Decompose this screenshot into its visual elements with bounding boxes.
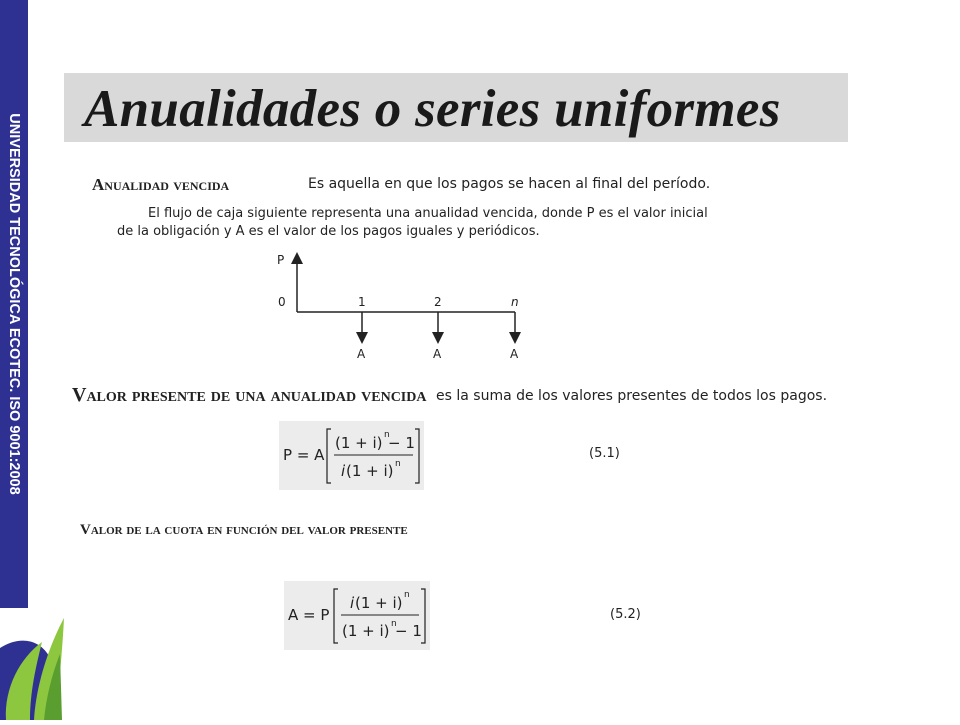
heading-valor-cuota: Valor de la cuota en función del valor presente <box>80 522 408 538</box>
formula-5-1-num-tail: − 1 <box>388 434 415 452</box>
label-period-2: 2 <box>434 295 442 309</box>
formula-5-2-num-base: (1 + i) <box>355 594 403 612</box>
label-p: P <box>277 253 285 267</box>
formula-5-1-den-base: (1 + i) <box>346 462 394 480</box>
cashflow-diagram <box>270 250 530 365</box>
cashflow-description-line1: El flujo de caja siguiente representa una anualidad vencida, donde P es el valor inicial <box>148 206 708 221</box>
university-name: UNIVERSIDAD TECNOLÓGICA ECOTEC. ISO 9001:2008 <box>6 113 22 495</box>
formula-5-2-den-tail: − 1 <box>395 622 422 640</box>
formula-5-2-lhs: A = P <box>288 606 330 624</box>
label-payment-2: A <box>433 347 442 361</box>
valor-presente-definition: es la suma de los valores presentes de todos los pagos. <box>436 388 828 404</box>
formula-5-1 <box>279 421 424 490</box>
label-period-0: 0 <box>278 295 286 309</box>
formula-5-1-lhs: P = A <box>283 446 325 464</box>
label-period-n: n <box>511 295 519 309</box>
formula-5-2-number: (5.2) <box>610 607 641 622</box>
formula-5-1-den-exp: n <box>395 459 401 469</box>
formula-5-2-num-lead: i <box>350 594 355 612</box>
label-period-1: 1 <box>358 295 366 309</box>
ecotec-leaf-logo-icon <box>0 608 70 720</box>
formula-5-2-den-exp: n <box>391 619 397 629</box>
formula-5-1-num-base: (1 + i) <box>335 434 383 452</box>
heading-valor-presente: Valor presente de una anualidad vencida <box>72 384 427 406</box>
formula-5-2 <box>284 581 430 650</box>
formula-5-2-den-base: (1 + i) <box>342 622 390 640</box>
university-sidebar <box>0 0 28 608</box>
formula-5-1-num-exp: n <box>384 430 390 440</box>
cashflow-description-line2: de la obligación y A es el valor de los pagos iguales y periódicos. <box>117 224 540 239</box>
label-payment-1: A <box>357 347 366 361</box>
label-payment-n: A <box>510 347 519 361</box>
formula-5-1-den-lead: i <box>341 462 346 480</box>
title-banner <box>64 73 848 142</box>
heading-anualidad-vencida: Anualidad vencida <box>92 175 230 194</box>
formula-5-2-num-exp: n <box>404 590 410 600</box>
anualidad-vencida-definition: Es aquella en que los pagos se hacen al final del período. <box>308 176 711 192</box>
page-title: Anualidades o series uniformes <box>84 80 781 138</box>
formula-5-1-number: (5.1) <box>589 446 620 461</box>
